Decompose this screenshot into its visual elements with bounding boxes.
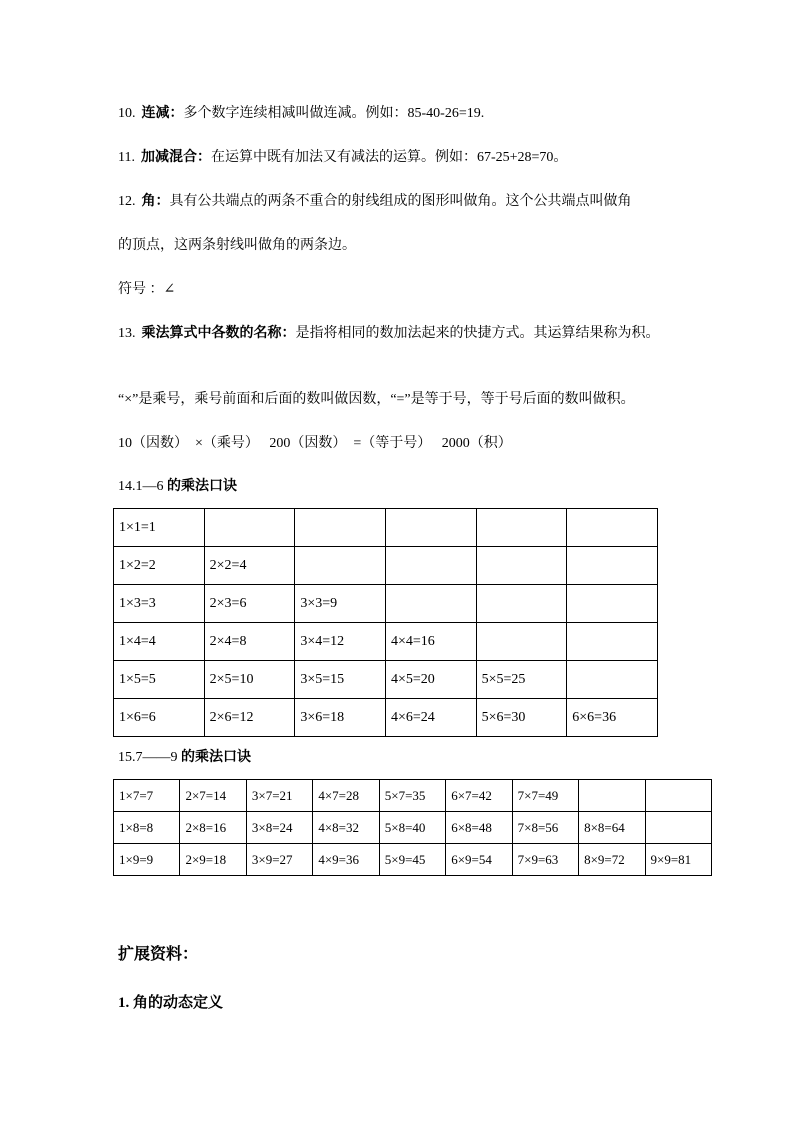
table-cell — [567, 585, 658, 623]
factor-example-line: 10（因数） ×（乘号） 200（因数） =（等于号） 2000（积） — [118, 436, 512, 451]
table-cell — [645, 780, 712, 812]
table-row — [114, 812, 712, 844]
table-cell: 4×7=28 — [313, 780, 379, 812]
table-cell — [476, 509, 567, 547]
table-cell: 4×9=36 — [313, 844, 379, 876]
table-cell — [567, 661, 658, 699]
table-row — [114, 547, 658, 585]
table-cell — [567, 509, 658, 547]
expansion-sub-heading: 1. 角的动态定义 — [118, 995, 224, 1011]
term-bold: 角： — [141, 194, 170, 209]
item-line-2: 的顶点，这两条射线叫做角的两条边。 — [118, 238, 356, 253]
table-cell — [579, 780, 645, 812]
table-cell: 9×9=81 — [645, 844, 712, 876]
table-cell — [295, 509, 386, 547]
table-cell — [295, 547, 386, 585]
table-cell: 5×5=25 — [476, 661, 567, 699]
section-title: 的乘法口诀 — [181, 750, 251, 765]
table-cell: 3×7=21 — [246, 780, 312, 812]
term-bold: 连减： — [141, 106, 184, 121]
table-cell: 7×9=63 — [512, 844, 578, 876]
item-number: 13. — [118, 326, 136, 341]
table-cell: 3×9=27 — [246, 844, 312, 876]
table-cell: 1×9=9 — [114, 844, 180, 876]
table-cell: 1×3=3 — [114, 585, 205, 623]
section-number: 14.1—6 — [118, 479, 167, 494]
table-cell: 1×2=2 — [114, 547, 205, 585]
table-row — [114, 661, 658, 699]
table-cell: 3×4=12 — [295, 623, 386, 661]
table-cell: 2×7=14 — [180, 780, 246, 812]
table-cell: 2×2=4 — [204, 547, 295, 585]
table-cell: 1×7=7 — [114, 780, 180, 812]
table-cell: 5×8=40 — [379, 812, 445, 844]
table-cell: 6×9=54 — [446, 844, 512, 876]
angle-symbol-line: 符号 ：∠ — [118, 282, 176, 297]
table-cell: 1×8=8 — [114, 812, 180, 844]
table-cell — [645, 812, 712, 844]
item-text: 在运算中既有加法又有减法的运算。例如：67-25+28=70。 — [210, 150, 568, 165]
table-cell — [567, 623, 658, 661]
table-cell: 4×4=16 — [385, 623, 476, 661]
table-cell: 8×9=72 — [579, 844, 645, 876]
table-cell — [385, 547, 476, 585]
table-cell: 2×6=12 — [204, 699, 295, 737]
table-cell: 1×1=1 — [114, 509, 205, 547]
table-cell — [385, 509, 476, 547]
multiplication-table-1-6 — [113, 508, 658, 737]
blank-line — [118, 356, 685, 378]
table-cell — [385, 585, 476, 623]
table-cell: 4×8=32 — [313, 812, 379, 844]
table-cell: 4×6=24 — [385, 699, 476, 737]
expansion-heading: 扩展资料： — [118, 946, 199, 963]
item-number: 11. — [118, 150, 135, 165]
table-cell: 3×5=15 — [295, 661, 386, 699]
term-bold: 乘法算式中各数的名称： — [141, 326, 296, 341]
multiplication-table-7-9 — [113, 779, 712, 876]
item-number: 12. — [118, 194, 136, 209]
section-14-heading — [118, 466, 685, 508]
table-cell: 2×4=8 — [204, 623, 295, 661]
item-number: 10. — [118, 106, 136, 121]
table-cell: 3×3=9 — [295, 585, 386, 623]
table-cell: 2×9=18 — [180, 844, 246, 876]
table-cell: 1×5=5 — [114, 661, 205, 699]
table-cell: 3×6=18 — [295, 699, 386, 737]
table-row — [114, 509, 658, 547]
paragraph-item-13 — [118, 312, 685, 356]
table-cell: 3×8=24 — [246, 812, 312, 844]
table-row — [114, 699, 658, 737]
table-cell: 4×5=20 — [385, 661, 476, 699]
table-cell: 5×6=30 — [476, 699, 567, 737]
item-text: 多个数字连续相减叫做连减。例如：85-40-26=19. — [183, 106, 485, 121]
table-cell: 6×8=48 — [446, 812, 512, 844]
item-line-1 — [118, 180, 685, 224]
table-cell: 2×8=16 — [180, 812, 246, 844]
table-cell: 8×8=64 — [579, 812, 645, 844]
table-cell: 6×7=42 — [446, 780, 512, 812]
table-cell: 1×4=4 — [114, 623, 205, 661]
paragraph-item-11 — [118, 136, 685, 180]
table-cell — [567, 547, 658, 585]
section-15-heading — [118, 737, 685, 779]
table-cell: 5×9=45 — [379, 844, 445, 876]
item-text: 是指将相同的数加法起来的快捷方式。其运算结果称为积。 — [295, 326, 660, 341]
table-row — [114, 585, 658, 623]
paragraph-item-12 — [118, 180, 685, 268]
table-cell — [476, 585, 567, 623]
item-text: 具有公共端点的两条不重合的射线组成的图形叫做角。这个公共端点叫做角 — [169, 194, 632, 209]
table-row — [114, 623, 658, 661]
table-row — [114, 844, 712, 876]
table-cell — [476, 547, 567, 585]
table-cell: 7×8=56 — [512, 812, 578, 844]
table-cell: 1×6=6 — [114, 699, 205, 737]
section-number: 15.7——9 — [118, 750, 181, 765]
table-cell — [476, 623, 567, 661]
term-bold: 加减混合： — [140, 150, 211, 165]
multiplication-sign-note: “×”是乘号，乘号前面和后面的数叫做因数，“=”是等于号，等于号后面的数叫做积。 — [118, 392, 635, 407]
table-cell — [204, 509, 295, 547]
table-cell: 5×7=35 — [379, 780, 445, 812]
table-cell: 6×6=36 — [567, 699, 658, 737]
table-cell: 2×5=10 — [204, 661, 295, 699]
section-title: 的乘法口诀 — [167, 479, 237, 494]
paragraph-item-10 — [118, 92, 685, 136]
table-cell: 2×3=6 — [204, 585, 295, 623]
table-row — [114, 780, 712, 812]
table-cell: 7×7=49 — [512, 780, 578, 812]
